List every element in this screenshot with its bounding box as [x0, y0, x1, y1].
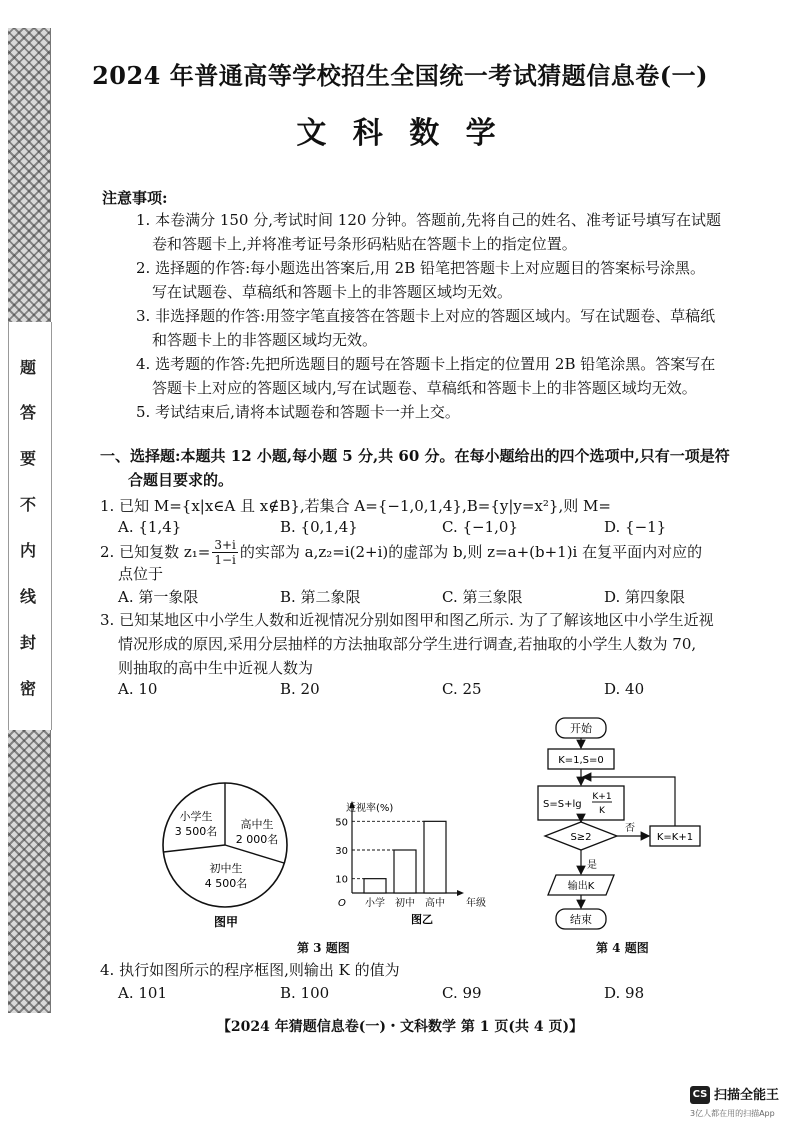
bar-chart: [318, 795, 508, 933]
flow-update-den: K: [599, 806, 605, 816]
flow-init-label: K=1,S=0: [558, 755, 604, 766]
pie-label-primary: 小学生: [179, 810, 213, 823]
seal-char: 要: [20, 449, 37, 468]
scanner-tagline: 3亿人都在用的扫描App: [690, 1109, 775, 1118]
flow-output-label: 输出K: [567, 881, 595, 892]
notice-line: 写在试题卷、草稿纸和答题卡上的非答题区域均无效。: [152, 283, 513, 301]
q3-option-d: D. 40: [604, 680, 645, 698]
section-heading: 一、选择题:本题共 12 小题,每小题 5 分,共 60 分。在每小题给出的四个选项中,只有一项是符: [100, 447, 730, 465]
notice-line: 3. 非选择题的作答:用签字笔直接答在答题卡上对应的答题区域内。写在试题卷、草稿纸: [136, 307, 716, 325]
flow-end-label: 结束: [570, 913, 592, 926]
flow-no-label: 否: [625, 823, 635, 834]
q3-option-b: B. 20: [280, 680, 320, 698]
exam-subject: 文 科 数 学: [296, 116, 504, 151]
notice-heading: 注意事项:: [102, 189, 168, 207]
pie-count-middle: 4 500名: [204, 877, 248, 890]
origin-label: O: [338, 898, 346, 909]
flow-update-pre: S=S+lg: [543, 799, 582, 810]
q1-option-a: A. {1,4}: [118, 518, 182, 536]
q4-option-a: A. 101: [118, 984, 167, 1002]
q2-fraction-num: 3+i: [214, 537, 236, 552]
exam-title: 2024 年普通高等学校招生全国统一考试猜题信息卷(一): [92, 61, 708, 90]
y-axis-label: 近视率(%): [346, 803, 394, 814]
notice-line: 2. 选择题的作答:每小题选出答案后,用 2B 铅笔把答题卡上对应题目的答案标号涂黑。: [136, 259, 706, 277]
q3-option-a: A. 10: [118, 680, 158, 698]
q2-option-a: A. 第一象限: [118, 588, 199, 606]
notice-line: 1. 本卷满分 150 分,考试时间 120 分钟。答题前,先将自己的姓名、准考证号填写在试题: [136, 211, 721, 229]
x-category-label: 初中: [395, 898, 415, 909]
bar-chart-caption: 图乙: [411, 913, 433, 926]
notice-line: 卷和答题卡上,并将准考证号条形码粘贴在答题卡上的指定位置。: [152, 235, 577, 253]
y-tick-label: 10: [335, 874, 348, 886]
bar-1: [394, 850, 416, 893]
q1-option-c: C. {−1,0}: [442, 518, 518, 536]
notice-line: 5. 考试结束后,请将本试题卷和答题卡一并上交。: [136, 403, 460, 421]
page-footer: 【2024 年猜题信息卷(一)・文科数学 第 1 页(共 4 页)】: [216, 1019, 584, 1035]
pie-label-middle: 初中生: [209, 862, 243, 875]
flow-start-label: 开始: [570, 722, 592, 735]
q3-stem: 情况形成的原因,采用分层抽样的方法抽取部分学生进行调查,若抽取的小学生人数为 70,: [118, 635, 697, 653]
pie-figure: [160, 780, 300, 930]
y-tick-label: 30: [335, 846, 348, 857]
seal-char: 不: [20, 495, 37, 514]
pie-divider: [225, 845, 284, 863]
pie-count-primary: 3 500名: [174, 825, 218, 838]
q3-stem: 则抽取的高中生中近视人数为: [118, 659, 314, 677]
scanner-logo-icon: CS: [690, 1086, 710, 1104]
x-axis-label: 年级: [466, 898, 486, 909]
y-tick-label: 50: [335, 817, 348, 829]
flowchart: [530, 700, 710, 940]
q2-option-c: C. 第三象限: [442, 588, 523, 606]
q3-option-c: C. 25: [442, 680, 482, 698]
q3-figure-caption: 第 3 题图: [297, 941, 350, 955]
pie-caption: 图甲: [213, 915, 239, 929]
flow-update-num: K+1: [592, 792, 612, 802]
scanner-name: 扫描全能王: [714, 1088, 780, 1103]
seal-char: 答: [20, 403, 37, 422]
flow-condition-label: S≥2: [570, 832, 592, 843]
q2-stem-post: 的实部为 a,z₂=i(2+i)的虚部为 b,则 z=a+(b+1)i 在复平面内对应的: [239, 543, 703, 561]
flow-increment-label: K=K+1: [656, 832, 694, 843]
q2-stem: [100, 532, 702, 572]
q4-option-b: B. 100: [280, 984, 330, 1002]
q2-fraction-den: 1−i: [214, 552, 236, 567]
q2-option-d: D. 第四象限: [604, 588, 686, 606]
notice-line: 4. 选考题的作答:先把所选题目的题号在答题卡上指定的位置用 2B 铅笔涂黑。答案写在: [136, 355, 716, 373]
seal-char: 密: [20, 679, 37, 698]
q2-fraction: [212, 538, 238, 567]
seal-char: 封: [20, 633, 37, 652]
q4-figure-caption: 第 4 题图: [596, 941, 649, 955]
section-heading: 合题目要求的。: [128, 471, 234, 489]
notice-line: 答题卡上对应的答题区域内,写在试题卷、草稿纸和答题卡上的非答题区域均无效。: [152, 379, 697, 397]
q4-stem: 4. 执行如图所示的程序框图,则输出 K 的值为: [100, 961, 400, 979]
bar-2: [424, 821, 446, 893]
binding-seal-area: [8, 322, 52, 730]
q2-option-b: B. 第二象限: [280, 588, 361, 606]
q1-option-b: B. {0,1,4}: [280, 518, 358, 536]
flow-yes-label: 是: [587, 860, 597, 871]
notice-line: 和答题卡上的非答题区域均无效。: [152, 331, 378, 349]
q1-stem: 1. 已知 M={x|x∈A 且 x∉B},若集合 A={−1,0,1,4},B={y|y=x²},则 M=: [100, 497, 611, 515]
pie-divider: [164, 845, 226, 852]
q2-stem-pre: 2. 已知复数 z₁=: [100, 543, 211, 561]
x-axis-arrow: [457, 890, 464, 896]
q2-stem-line2: 点位于: [118, 565, 164, 583]
pie-label-high: 高中生: [240, 818, 274, 831]
bar-0: [364, 879, 386, 893]
seal-char: 题: [20, 358, 37, 377]
x-category-label: 高中: [425, 898, 445, 909]
pie-count-high: 2 000名: [235, 833, 279, 846]
q1-option-d: D. {−1}: [604, 518, 667, 536]
q4-option-d: D. 98: [604, 984, 645, 1002]
x-category-label: 小学: [365, 898, 385, 909]
seal-char: 内: [20, 541, 37, 560]
q4-option-c: C. 99: [442, 984, 482, 1002]
seal-char: 线: [20, 587, 37, 606]
q3-stem: 3. 已知某地区中小学生人数和近视情况分别如图甲和图乙所示. 为了了解该地区中小学生近视: [100, 611, 714, 629]
